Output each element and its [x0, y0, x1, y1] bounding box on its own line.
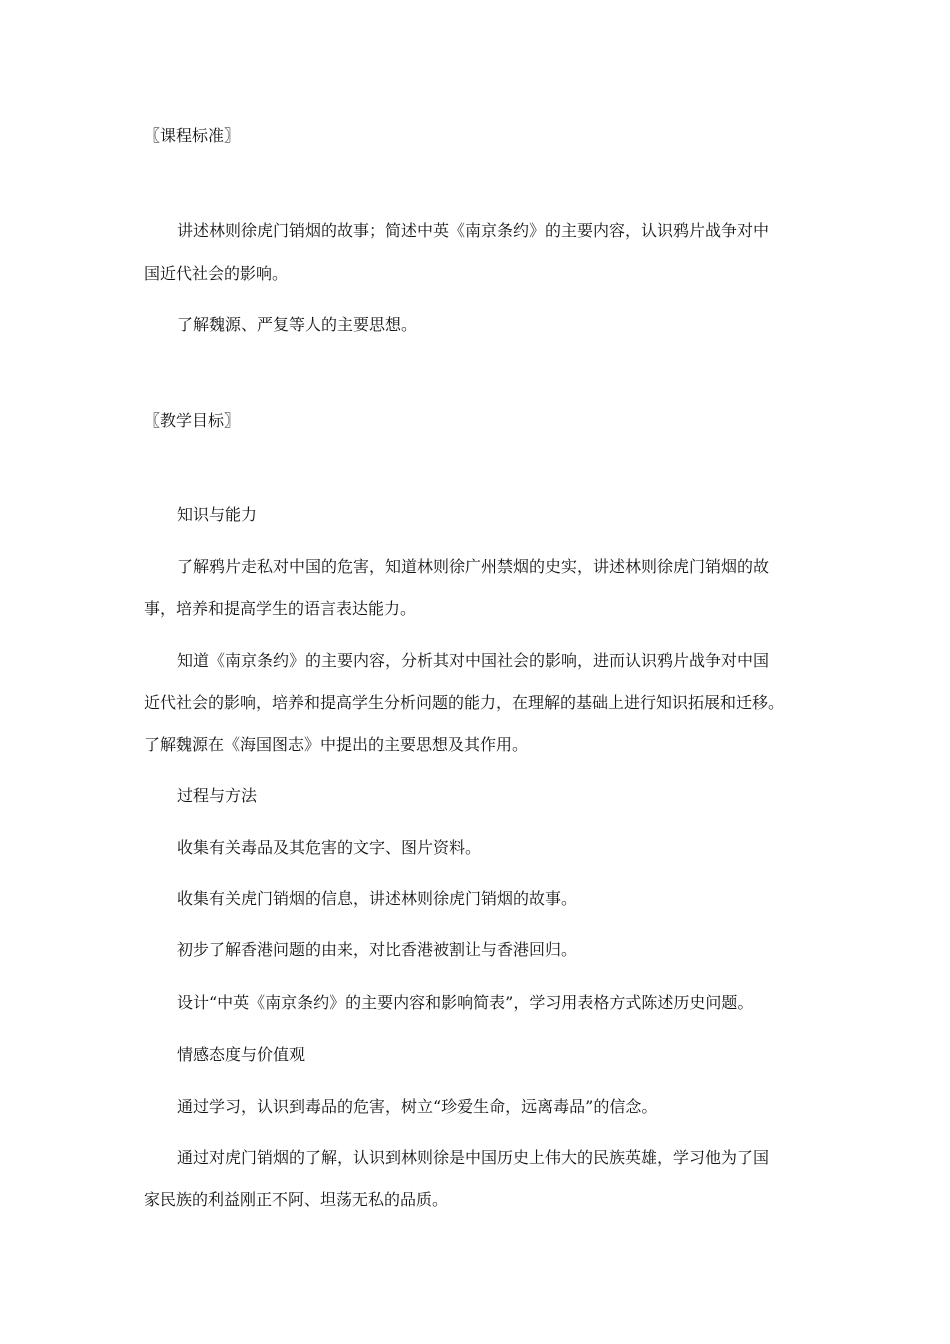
process-subheading: 过程与方法 [177, 786, 258, 805]
knowledge-paragraph-2-line-1: 知道《南京条约》的主要内容，分析其对中国社会的影响，进而认识鸦片战争对中国 [177, 651, 770, 670]
emotion-paragraph-1: 通过学习，认识到毒品的危害，树立“珍爱生命，远离毒品”的信念。 [177, 1097, 658, 1116]
curriculum-paragraph-2: 了解魏源、严复等人的主要思想。 [177, 315, 418, 334]
emotion-paragraph-2-line-2: 家民族的利益刚正不阿、坦荡无私的品质。 [144, 1190, 449, 1209]
knowledge-paragraph-1-line-1: 了解鸦片走私对中国的危害，知道林则徐广州禁烟的史实，讲述林则徐虎门销烟的故 [177, 557, 770, 576]
curriculum-paragraph-1-line-2: 国近代社会的影响。 [144, 264, 289, 283]
curriculum-heading: 〖课程标准〗 [144, 126, 241, 145]
knowledge-paragraph-2-line-2: 近代社会的影响，培养和提高学生分析问题的能力，在理解的基础上进行知识拓展和迁移。 [144, 693, 785, 712]
knowledge-subheading: 知识与能力 [177, 505, 258, 524]
process-item: 收集有关毒品及其危害的文字、图片资料。 [177, 838, 482, 857]
process-item: 收集有关虎门销烟的信息，讲述林则徐虎门销烟的故事。 [177, 889, 578, 908]
knowledge-paragraph-2-line-3: 了解魏源在《海国图志》中提出的主要思想及其作用。 [144, 735, 529, 754]
emotion-paragraph-2-line-1: 通过对虎门销烟的了解，认识到林则徐是中国历史上伟大的民族英雄，学习他为了国 [177, 1148, 770, 1167]
process-item: 设计“中英《南京条约》的主要内容和影响简表”，学习用表格方式陈述历史问题。 [177, 993, 754, 1012]
process-item: 初步了解香港问题的由来，对比香港被割让与香港回归。 [177, 940, 578, 959]
objectives-heading: 〖教学目标〗 [144, 411, 241, 430]
emotion-subheading: 情感态度与价值观 [177, 1045, 306, 1064]
knowledge-paragraph-1-line-2: 事，培养和提高学生的语言表达能力。 [144, 599, 417, 618]
curriculum-paragraph-1-line-1: 讲述林则徐虎门销烟的故事；简述中英《南京条约》的主要内容，认识鸦片战争对中 [177, 221, 770, 240]
